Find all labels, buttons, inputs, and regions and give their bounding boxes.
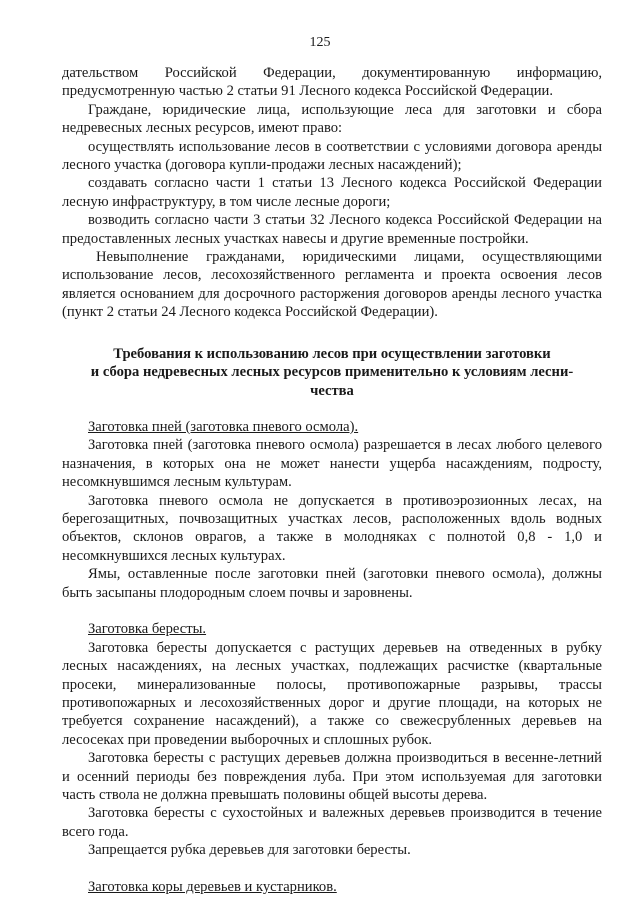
spacer (62, 860, 602, 878)
paragraph-birch-bark-2: Заготовка бересты с растущих деревьев должна производиться в весенне-летний и осенний периоды без повреждения луба. При этом используемая для заготовки часть ствола не должна превышать половины общей высоты дерева. (62, 750, 602, 804)
subsection-title-bark: Заготовка коры деревьев и кустарников. (88, 879, 337, 896)
section-heading-line-2: и сбора недревесных лесных ресурсов применительно к условиям лесни- (90, 364, 574, 381)
paragraph-continuation: дательством Российской Федерации, документированную информацию, предусмотренную частью 2 статьи 91 Лесного кодекса Российской Федерации. (62, 65, 602, 100)
paragraph-stumps-3: Ямы, оставленные после заготовки пней (заготовки пневого осмола), должны быть засыпаны плодородным слоем почвы и заровнены. (62, 566, 602, 601)
section-heading (62, 345, 602, 400)
paragraph-birch-bark-4: Запрещается рубка деревьев для заготовки бересты. (88, 842, 411, 859)
spacer (62, 602, 602, 620)
subsection-title-birch-bark: Заготовка бересты. (88, 621, 207, 638)
paragraph-violation: Невыполнение гражданами, юридическими лицами, осуществляющими использование лесов, лесохозяйственного регламента и проекта освоения лесов является основанием для досрочного расторжения договоров аренды лесного участка (пункт 2 статьи 24 Лесного кодекса Российской Федерации). (62, 249, 602, 321)
page-number: 125 (309, 35, 331, 50)
section-heading-line-1: Требования к использованию лесов при осуществлении заготовки (113, 345, 551, 362)
document-body (62, 64, 602, 896)
paragraph-stumps-1: Заготовка пней (заготовка пневого осмола) разрешается в лесах любого целевого назначения, в которых она не может нанести ущерба насаждениям, подросту, несомкнувшимся лесным культурам. (62, 437, 602, 491)
paragraph-birch-bark-1: Заготовка бересты допускается с растущих деревьев на отведенных в рубку лесных насаждениях, на лесных участках, подлежащих расчистке (квартальные просеки, минерализованные полосы, противопожарные разрывы, трассы противопожарных и лесохозяйственных дорог и другие площади, на которых не требуется сохранение насаждений), а также со свежесрубленных деревьев на лесосеках при проведении выборочных и сплошных рубок. (62, 639, 602, 748)
paragraph-rights-intro: Граждане, юридические лица, использующие леса для заготовки и сбора недревесных лесных ресурсов, имеют право: (62, 101, 602, 137)
paragraph-birch-bark-3: Заготовка бересты с сухостойных и валежных деревьев производится в течение всего года. (62, 805, 602, 840)
paragraph-right-1: осуществлять использование лесов в соответствии с условиями договора аренды лесного участка (договора купли-продажи лесных насаждений); (62, 138, 602, 174)
paragraph-right-2: создавать согласно части 1 статьи 13 Лесного кодекса Российской Федерации лесную инфраструктуру, в том числе лесные дороги; (62, 175, 602, 210)
paragraph-right-3: возводить согласно части 3 статьи 32 Лесного кодекса Российской Федерации на предоставленных лесных участках навесы и другие временные постройки. (62, 212, 602, 247)
subsection-title-stumps: Заготовка пней (заготовка пневого осмола). (88, 418, 359, 435)
section-heading-line-3: чества (310, 382, 354, 399)
paragraph-stumps-2: Заготовка пневого осмола не допускается в противоэрозионных лесах, на берегозащитных, почвозащитных участках лесов, расположенных вдоль водных объектов, склонов оврагов, а также в молодняках с полнотой 0,8 - 1,0 и несомкнувшихся лесных культурах. (62, 492, 602, 564)
